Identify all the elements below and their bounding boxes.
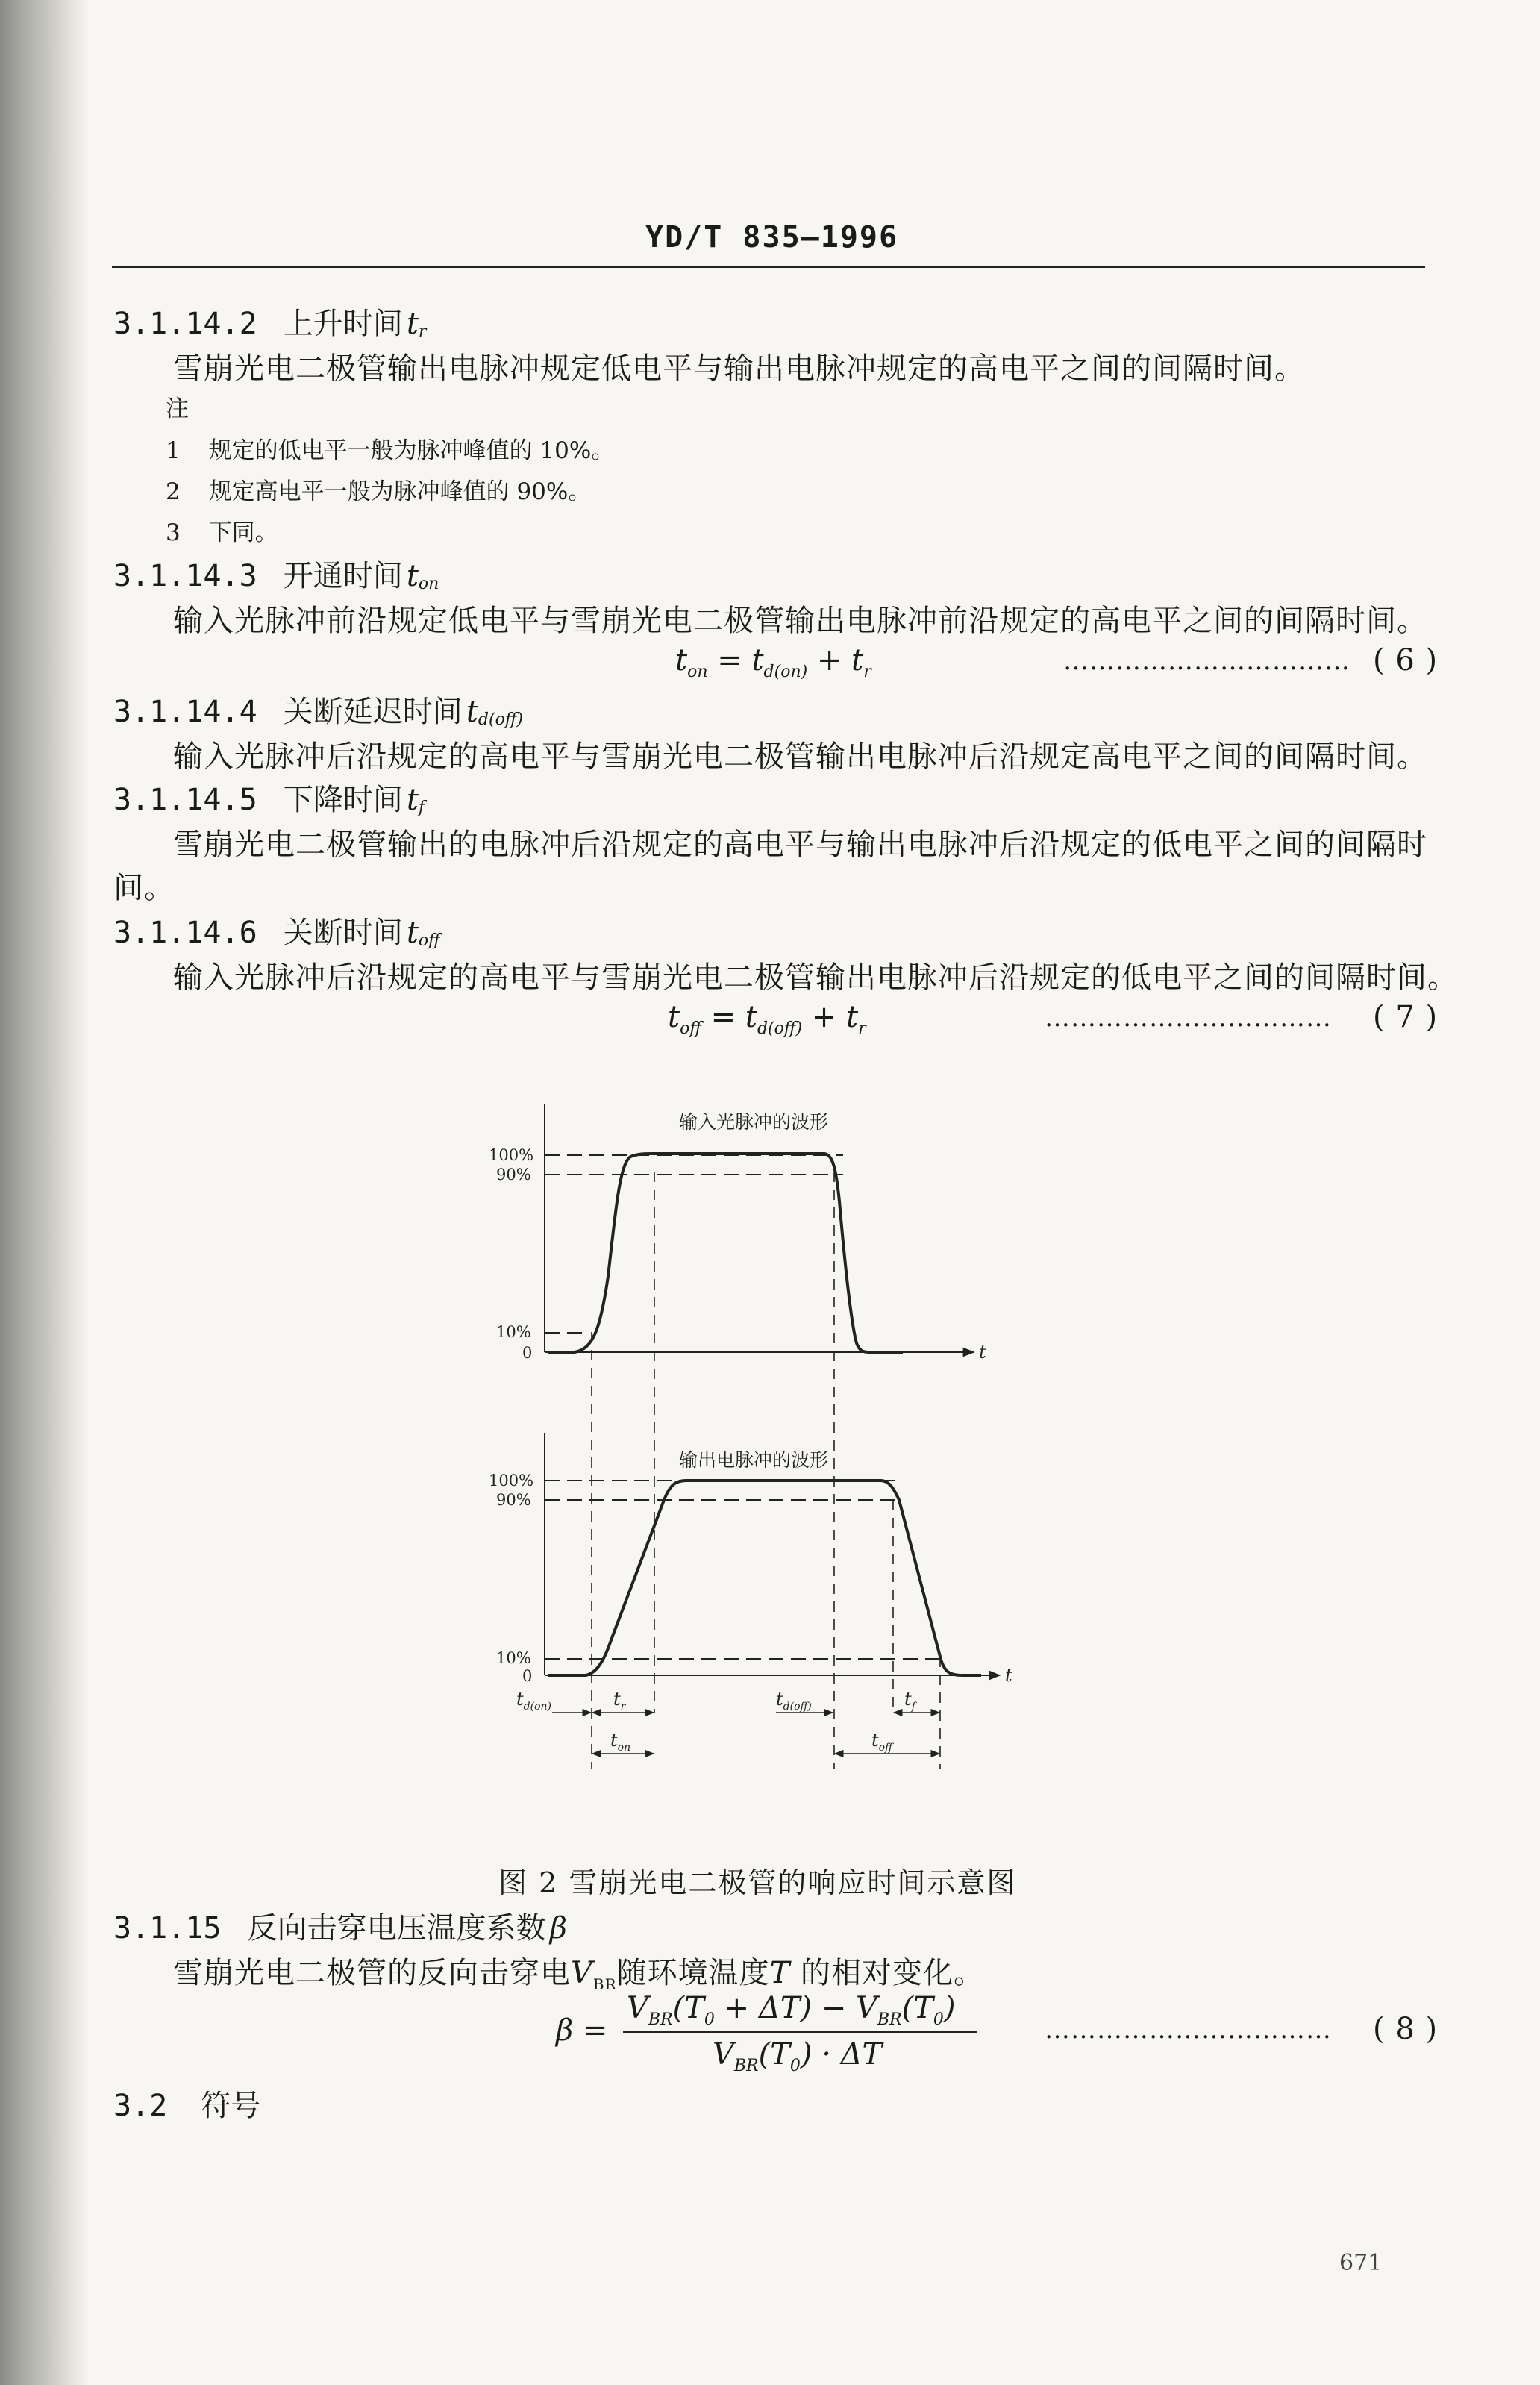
section-number: 3.1.14.6 (113, 916, 257, 950)
eq-var: t (745, 1000, 757, 1034)
symbol: t (406, 307, 419, 341)
equation-leader-dots: …………………………… (1045, 1003, 1332, 1033)
standard-code-header: YD/T 835—1996 (645, 220, 899, 254)
t-off-label: $t_{off}$ (871, 1730, 893, 1754)
note-item (166, 431, 614, 465)
text-part: 雪崩光电二极管的反向击穿电 (173, 1956, 571, 1990)
bottom-label-0: 0 (522, 1667, 533, 1685)
section-number: 3.1.14.2 (113, 307, 257, 341)
input-waveform-title: 输入光脉冲的波形 (679, 1111, 829, 1133)
section-title: 开通时间 (283, 559, 403, 593)
top-t-label: t (979, 1342, 986, 1363)
equation-number: ( 7 ) (1373, 1000, 1439, 1034)
eq-var: t (668, 1000, 680, 1034)
eq-sub: d(off) (757, 1019, 803, 1038)
top-label-90: 90% (496, 1166, 531, 1184)
eq-op: + (802, 1000, 846, 1034)
figure-caption: 图 2 雪崩光电二极管的响应时间示意图 (498, 1866, 1017, 1899)
section-3-1-14-5-text-continued: 间。 (113, 871, 175, 905)
eq-sub: on (687, 663, 708, 681)
t-f-label: $t_f$ (904, 1689, 915, 1713)
symbol: t (406, 559, 419, 593)
bottom-label-90: 90% (496, 1491, 531, 1509)
section-3-1-15-heading (113, 1904, 567, 1947)
note-number: 3 (166, 519, 181, 546)
top-label-10: 10% (496, 1323, 531, 1341)
symbol: t (406, 783, 419, 817)
section-number: 3.1.14.5 (113, 783, 257, 817)
section-3-1-14-6-heading (113, 909, 440, 951)
equation-7 (668, 1000, 866, 1038)
section-3-1-15-text (173, 1949, 984, 1993)
eq-var: t (851, 643, 864, 678)
section-title: 符号 (201, 2089, 261, 2123)
section-3-1-14-4-heading (113, 688, 523, 731)
equation-8-numerator: $V_{BR}(T_0 + \Delta T) - V_{BR}(T_0)$ (627, 1991, 956, 2029)
section-number: 3.1.14.4 (113, 695, 257, 729)
section-3-1-14-5-heading (113, 776, 425, 819)
symbol: t (466, 695, 478, 729)
top-label-100: 100% (489, 1146, 534, 1164)
note-item (166, 472, 591, 506)
scan-binding-shadow (0, 0, 90, 2385)
symbol: β (549, 1911, 567, 1945)
equation-6 (675, 643, 871, 681)
section-3-1-14-3-heading (113, 552, 439, 595)
section-title: 关断时间 (283, 916, 403, 950)
symbol-subscript: r (418, 322, 427, 342)
t-on-label: $t_{on}$ (610, 1730, 631, 1754)
top-label-0: 0 (522, 1344, 533, 1362)
t-r-label: $t_r$ (613, 1689, 626, 1713)
eq-op: = (707, 643, 752, 678)
symbol-subscript: f (418, 798, 425, 818)
section-3-1-14-6-text: 输入光脉冲后沿规定的高电平与雪崩光电二极管输出电脉冲后沿规定的低电平之间的间隔时间。 (173, 960, 1458, 995)
section-title: 上升时间 (283, 307, 403, 341)
var-t: T (769, 1956, 791, 1990)
eq-sub: off (680, 1019, 701, 1038)
response-time-diagram (418, 1082, 1059, 1798)
section-3-1-14-5-text: 雪崩光电二极管输出的电脉冲后沿规定的高电平与输出电脉冲后沿规定的低电平之间的间隔时 (173, 828, 1427, 862)
eq-sub: d(on) (763, 663, 808, 681)
bottom-label-100: 100% (489, 1472, 534, 1490)
note-text: 规定的低电平一般为脉冲峰值的 10%。 (208, 437, 615, 464)
symbol-subscript: off (418, 931, 440, 951)
symbol: t (406, 916, 419, 950)
text-part: 的相对变化。 (790, 1956, 985, 1990)
eq-op: + (807, 643, 852, 678)
eq-sub: r (863, 663, 871, 681)
equation-number: ( 8 ) (1373, 2012, 1439, 2046)
output-waveform-title: 输出电脉冲的波形 (679, 1449, 829, 1471)
eq-var: t (751, 643, 764, 678)
equation-number: ( 6 ) (1373, 643, 1439, 678)
equation-leader-dots: …………………………… (1063, 646, 1350, 676)
note-item (166, 513, 278, 547)
symbol-subscript: on (418, 575, 439, 594)
header-rule (112, 266, 1425, 268)
symbol-subscript: d(off) (478, 710, 524, 730)
note-text: 规定高电平一般为脉冲峰值的 90%。 (208, 478, 592, 505)
eq-var: t (846, 1000, 859, 1034)
note-number: 1 (166, 437, 181, 464)
eq-var: t (675, 643, 688, 678)
text-part: 随环境温度 (616, 1956, 770, 1990)
t-don-label: $t_{d(on)}$ (516, 1689, 551, 1713)
var-v-sub: BR (592, 1975, 617, 1993)
eq-sub: r (858, 1019, 866, 1038)
section-3-1-14-2-text: 雪崩光电二极管输出电脉冲规定低电平与输出电脉冲规定的高电平之间的间隔时间。 (173, 351, 1305, 386)
equation-leader-dots: …………………………… (1045, 2015, 1332, 2045)
equation-8-denominator: $V_{BR}(T_0) \cdot \Delta T$ (713, 2037, 883, 2075)
note-number: 2 (166, 478, 181, 505)
note-text: 下同。 (208, 519, 278, 546)
section-3-1-14-2-heading (113, 300, 426, 343)
section-number: 3.2 (113, 2089, 168, 2123)
page-number: 671 (1339, 2250, 1383, 2276)
section-3-2-heading (113, 2082, 260, 2125)
equation-8-lhs: β = (556, 2013, 608, 2048)
section-3-1-14-3-text: 输入光脉冲前沿规定低电平与雪崩光电二极管输出电脉冲前沿规定的高电平之间的间隔时间。 (173, 604, 1427, 638)
input-pulse-waveform (548, 1154, 903, 1352)
bottom-t-label: t (1005, 1665, 1012, 1686)
var-v: V (571, 1956, 593, 1990)
section-title: 反向击穿电压温度系数 (247, 1911, 546, 1945)
section-number: 3.1.15 (113, 1911, 222, 1945)
section-number: 3.1.14.3 (113, 559, 257, 593)
section-title: 关断延迟时间 (283, 695, 463, 729)
output-pulse-waveform (548, 1481, 981, 1675)
t-doff-label: $t_{d(off)}$ (776, 1689, 812, 1713)
fraction-bar (623, 2031, 977, 2033)
bottom-label-10: 10% (496, 1649, 531, 1667)
section-3-1-14-4-text: 输入光脉冲后沿规定的高电平与雪崩光电二极管输出电脉冲后沿规定高电平之间的间隔时间。 (173, 740, 1427, 774)
notes-label: 注 (166, 396, 189, 422)
section-title: 下降时间 (283, 783, 403, 817)
eq-op: = (701, 1000, 745, 1034)
